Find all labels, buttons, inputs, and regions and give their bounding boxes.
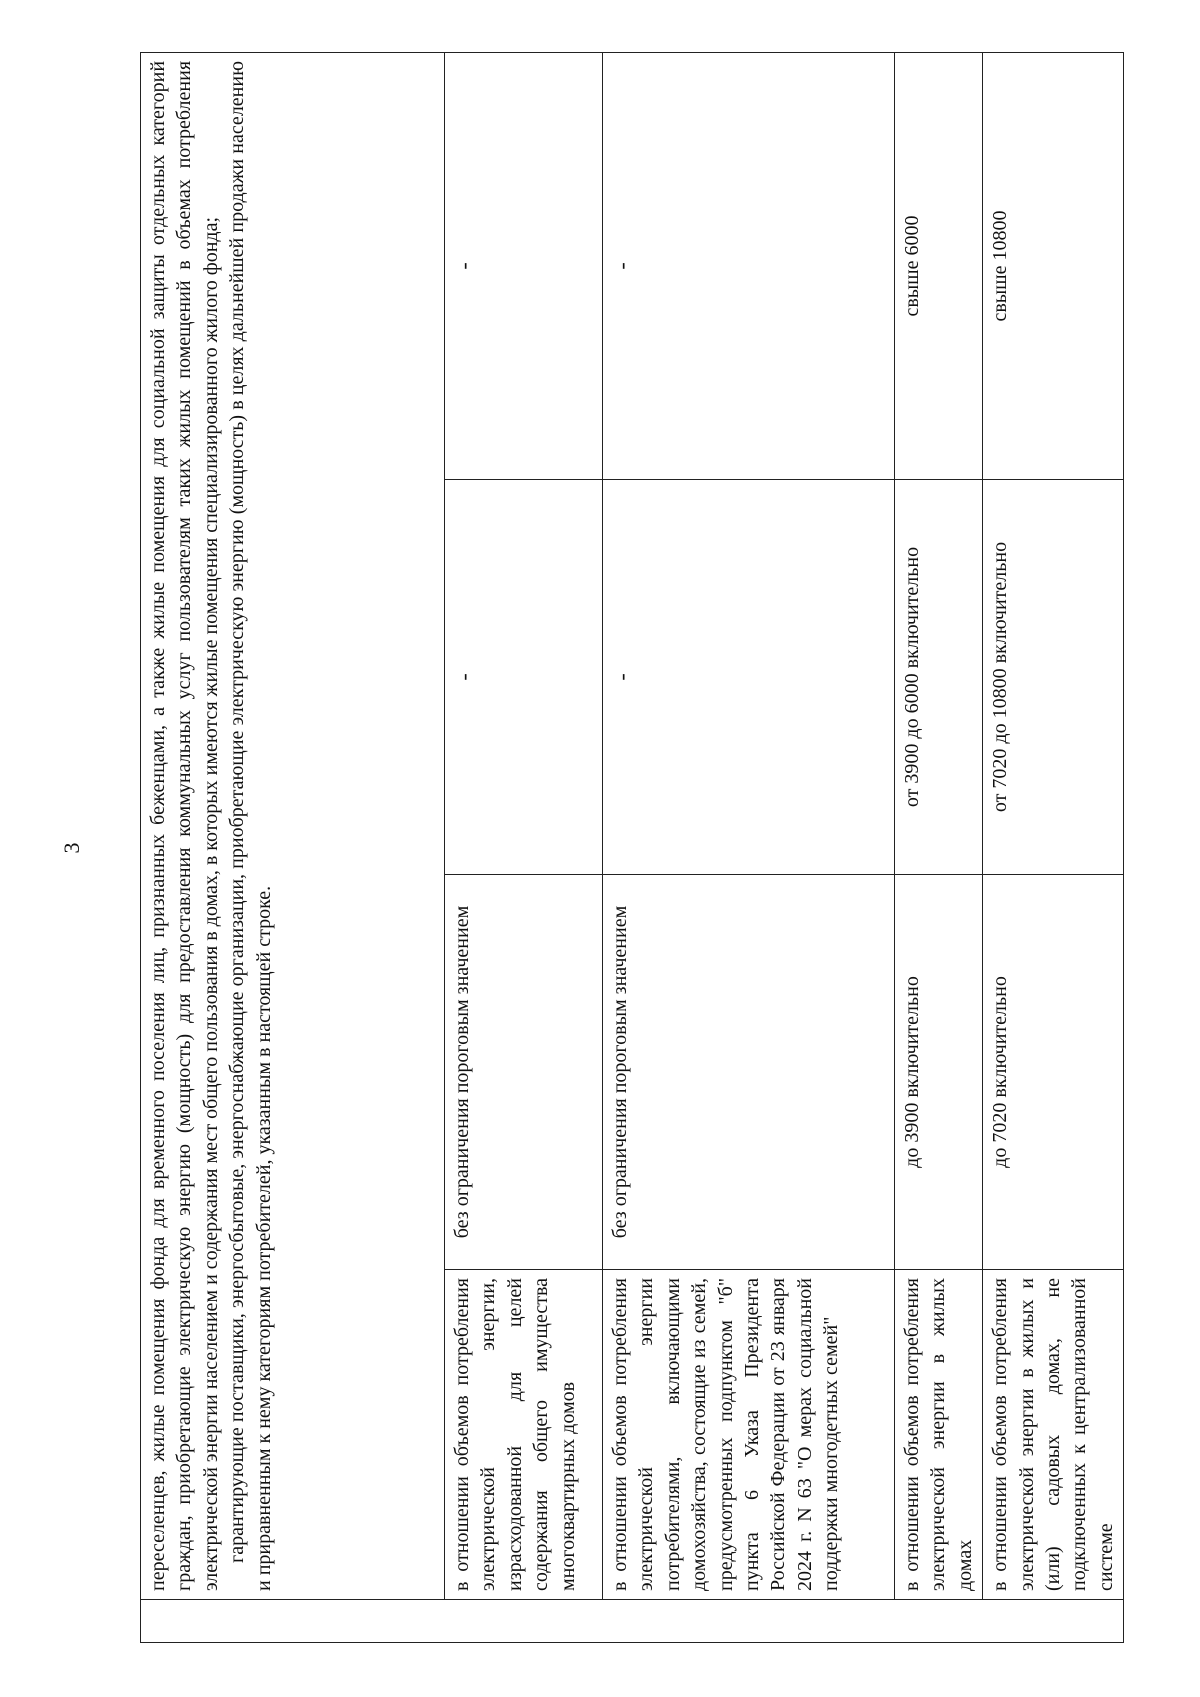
row-range-3: свыше 10800 [983,52,1124,479]
row-description: в отношении объемов потребления электрической энергии в жилых домах [895,1270,983,1600]
intro-row [141,52,445,1642]
table-row [603,52,895,1642]
row-description: в отношении объемов потребления электрической энергии, израсходованной для целей содержания общего имущества многоквартирных домов [445,1270,603,1600]
row-description: в отношении объемов потребления электрической энергии в жилых и (или) садовых домах, не подключенных к централизованной системе [983,1270,1124,1600]
row-range-2: от 7020 до 10800 включительно [983,480,1124,875]
row-description: в отношении объемов потребления электрической энергии потребителями, включающими домохозяйства, состоящие из семей, предусмотренных подпунктом "б" пункта 6 Указа Президента Российской Федерации от 23 января 2024 г. N 63 "О мерах социальной поддержки многодетных семей" [603,1270,895,1600]
row-range-1: до 7020 включительно [983,875,1124,1270]
tariff-table [140,52,1124,1643]
tariff-table-page [140,53,1117,1643]
row-range-1: до 3900 включительно [895,875,983,1270]
blank-column [141,1600,1124,1643]
row-range-3: - [445,52,603,479]
row-range-1: без ограничения пороговым значением [445,875,603,1270]
row-range-2: - [445,480,603,875]
intro-cell [141,52,445,1599]
row-range-2: от 3900 до 6000 включительно [895,480,983,875]
row-range-1: без ограничения пороговым значением [603,875,895,1270]
intro-paragraph-1: переселенцев, жилые помещения фонда для временного поселения лиц, признанных беженцами, а также жилые помещения для социальной защиты отдельных категорий граждан, приобретающие электрическую энергию (мощность) для предоставления коммунальных услуг пользователям таких жилых помещений в объемах потребления электрической энергии населением и содержания мест общего пользования в домах, в которых имеются жилые помещения специализированного жилого фонда; [147,60,222,1591]
table-row [983,52,1124,1642]
row-range-3: - [603,52,895,479]
intro-paragraph-2: гарантирующие поставщики, энергосбытовые, энергоснабжающие организации, приобретающие электрическую энергию (мощность) в целях дальнейшей продажи населению и приравненным к нему категориям потребителей, указанным в настоящей строке. [226,60,275,1591]
row-range-2: - [603,480,895,875]
table-row [895,52,983,1642]
table-row [445,52,603,1642]
row-range-3: свыше 6000 [895,52,983,479]
page-number: 3 [59,842,84,854]
